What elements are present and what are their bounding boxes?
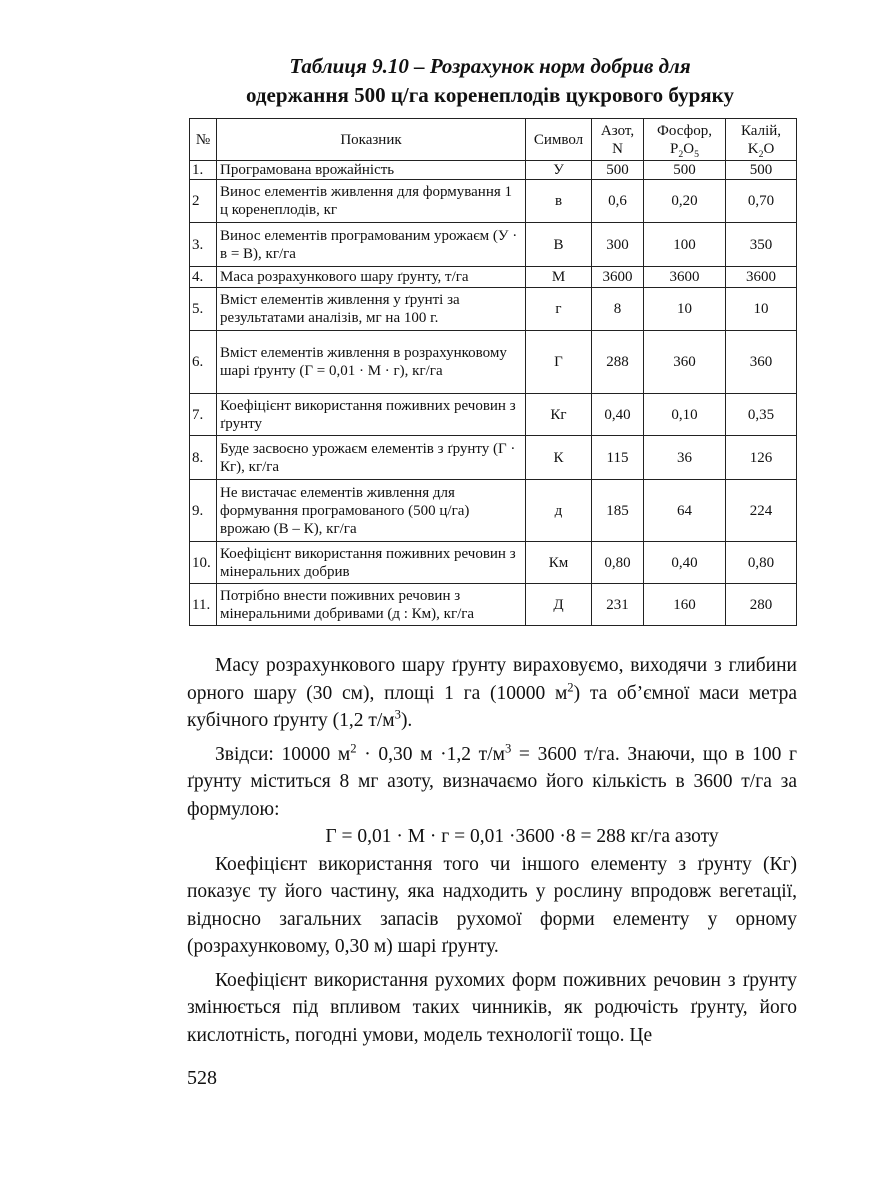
table-row — [190, 288, 797, 331]
table-title — [180, 52, 800, 110]
row-indicator: Винос елементів живлення для формування 1 ц коренеплодів, кг — [217, 180, 526, 223]
row-indicator: Програмована врожайність — [217, 161, 526, 180]
row-symbol: В — [526, 223, 592, 267]
text-span: = 3600 т/га. Знаючи, що в 100 г ґрунту міститься 8 мг азоту, визначаємо його кількість в 3600 т/га за формулою: — [187, 743, 798, 820]
row-nitrogen: 185 — [592, 480, 644, 542]
header-phosphorus — [644, 119, 726, 161]
row-symbol: г — [526, 288, 592, 331]
header-number: № — [190, 119, 217, 161]
row-nitrogen: 0,80 — [592, 542, 644, 584]
row-potassium: 280 — [726, 584, 797, 626]
paragraph — [187, 741, 797, 824]
row-symbol: Г — [526, 331, 592, 394]
row-nitrogen: 231 — [592, 584, 644, 626]
row-number: 5. — [190, 288, 217, 331]
row-nitrogen: 300 — [592, 223, 644, 267]
header-phosphorus-name: Фосфор, — [656, 122, 713, 139]
row-indicator: Коефіцієнт використання поживних речовин з мінеральних добрив — [217, 542, 526, 584]
row-nitrogen: 3600 — [592, 267, 644, 288]
row-phosphorus: 0,20 — [644, 180, 726, 223]
row-potassium: 500 — [726, 161, 797, 180]
row-phosphorus: 0,10 — [644, 394, 726, 436]
row-phosphorus: 10 — [644, 288, 726, 331]
text-span: Звідси: 10000 м — [215, 743, 351, 765]
row-number: 4. — [190, 267, 217, 288]
table-row — [190, 394, 797, 436]
row-indicator: Потрібно внести поживних речовин з мінеральними добривами (д : Км), кг/га — [217, 584, 526, 626]
row-number: 7. — [190, 394, 217, 436]
table-row — [190, 436, 797, 480]
row-potassium: 0,35 — [726, 394, 797, 436]
row-phosphorus: 36 — [644, 436, 726, 480]
header-potassium — [726, 119, 797, 161]
row-indicator: Коефіцієнт використання поживних речовин з ґрунту — [217, 394, 526, 436]
row-potassium: 10 — [726, 288, 797, 331]
table-row — [190, 542, 797, 584]
formula-part: O — [763, 140, 775, 157]
header-nitrogen — [592, 119, 644, 161]
table-row — [190, 480, 797, 542]
row-potassium: 126 — [726, 436, 797, 480]
header-nitrogen-name: Азот, — [600, 122, 635, 139]
superscript: 3 — [394, 707, 401, 722]
row-potassium: 3600 — [726, 267, 797, 288]
row-number: 9. — [190, 480, 217, 542]
row-nitrogen: 0,6 — [592, 180, 644, 223]
table-row — [190, 267, 797, 288]
paragraph: Коефіцієнт використання рухомих форм поживних речовин з ґрунту змінюється під впливом таких чинників, як родючість ґрунту, його кислотність, погодні умови, модель технології тощо. Це — [187, 969, 797, 1046]
row-nitrogen: 500 — [592, 161, 644, 180]
header-indicator: Показник — [217, 119, 526, 161]
row-symbol: М — [526, 267, 592, 288]
row-number: 1. — [190, 161, 217, 180]
superscript: 2 — [567, 680, 574, 694]
row-symbol: У — [526, 161, 592, 180]
table-row — [190, 180, 797, 223]
row-indicator: Винос елементів програмованим урожаєм (У · в = В), кг/га — [217, 223, 526, 267]
row-nitrogen: 288 — [592, 331, 644, 394]
table-row — [190, 584, 797, 626]
text-span: ). — [400, 710, 413, 731]
paragraph — [187, 652, 797, 735]
row-phosphorus: 160 — [644, 584, 726, 626]
row-potassium: 224 — [726, 480, 797, 542]
header-potassium-name: Калій, — [740, 122, 782, 139]
row-symbol: д — [526, 480, 592, 542]
row-phosphorus: 100 — [644, 223, 726, 267]
row-potassium: 350 — [726, 223, 797, 267]
row-symbol: Кг — [526, 394, 592, 436]
superscript: 3 — [504, 741, 512, 755]
table-title-line-2: одержання 500 ц/га коренеплодів цукрового буряку — [246, 83, 734, 107]
row-phosphorus: 360 — [644, 331, 726, 394]
table-row — [190, 161, 797, 180]
superscript: 2 — [350, 741, 357, 755]
row-number: 3. — [190, 223, 217, 267]
row-phosphorus: 64 — [644, 480, 726, 542]
body-text — [187, 652, 797, 1049]
row-nitrogen: 0,40 — [592, 394, 644, 436]
header-potassium-formula — [729, 140, 793, 158]
row-phosphorus: 3600 — [644, 267, 726, 288]
row-indicator: Вміст елементів живлення в розрахунковому шарі ґрунту (Г = 0,01 · М · г), кг/га — [217, 331, 526, 394]
text-span: ) та об’ємної маси метра кубічного ґрунту (1,2 т/м — [187, 682, 797, 731]
table-header-row — [190, 119, 797, 161]
row-number: 10. — [190, 542, 217, 584]
row-phosphorus: 500 — [644, 161, 726, 180]
row-potassium: 360 — [726, 331, 797, 394]
text-span: · 0,30 м ·1,2 т/м — [356, 743, 505, 765]
header-nitrogen-formula: N — [612, 140, 623, 157]
formula-part: O — [683, 140, 695, 157]
formula: Г = 0,01 · М · г = 0,01 ·3600 ·8 = 288 кг/га азоту — [325, 826, 719, 847]
fertilizer-norms-table — [189, 118, 797, 626]
page-number: 528 — [187, 1067, 217, 1089]
paragraph: Коефіцієнт використання того чи іншого елементу з ґрунту (Кг) показує ту його частину, яка надходить у рослину впродовж вегетації, відносно загальних запасів рухомої форми елементу у орному (розрахунковому, 0,30 м) шарі ґрунту. — [187, 853, 797, 957]
formula-subscript: 5 — [694, 148, 699, 160]
row-number: 11. — [190, 584, 217, 626]
formula-subscript: 2 — [758, 148, 764, 160]
row-nitrogen: 8 — [592, 288, 644, 331]
row-symbol: К — [526, 436, 592, 480]
formula-subscript: 2 — [678, 148, 684, 160]
row-symbol: Д — [526, 584, 592, 626]
row-indicator: Маса розрахункового шару ґрунту, т/га — [217, 267, 526, 288]
table-row — [190, 331, 797, 394]
row-symbol: в — [526, 180, 592, 223]
header-symbol: Символ — [526, 119, 592, 161]
formula-part: P — [670, 140, 679, 157]
row-potassium: 0,80 — [726, 542, 797, 584]
row-nitrogen: 115 — [592, 436, 644, 480]
row-indicator: Не вистачає елементів живлення для формування програмованого (500 ц/га) врожаю (В – К), кг/га — [217, 480, 526, 542]
row-potassium: 0,70 — [726, 180, 797, 223]
table-title-line-1: Таблиця 9.10 – Розрахунок норм добрив для — [289, 54, 691, 78]
text-span: Масу розрахункового шару ґрунту вираховуємо, виходячи з глибини орного шару (30 см), площі 1 га (10000 м — [187, 655, 797, 704]
formula-part: K — [747, 140, 759, 157]
row-symbol: Км — [526, 542, 592, 584]
table-row — [190, 223, 797, 267]
row-indicator: Буде засвоєно урожаєм елементів з ґрунту (Г · Кг), кг/га — [217, 436, 526, 480]
row-number: 8. — [190, 436, 217, 480]
row-number: 6. — [190, 331, 217, 394]
row-number: 2 — [190, 180, 217, 223]
header-phosphorus-formula — [647, 140, 722, 158]
row-indicator: Вміст елементів живлення у ґрунті за результатами аналізів, мг на 100 г. — [217, 288, 526, 331]
row-phosphorus: 0,40 — [644, 542, 726, 584]
